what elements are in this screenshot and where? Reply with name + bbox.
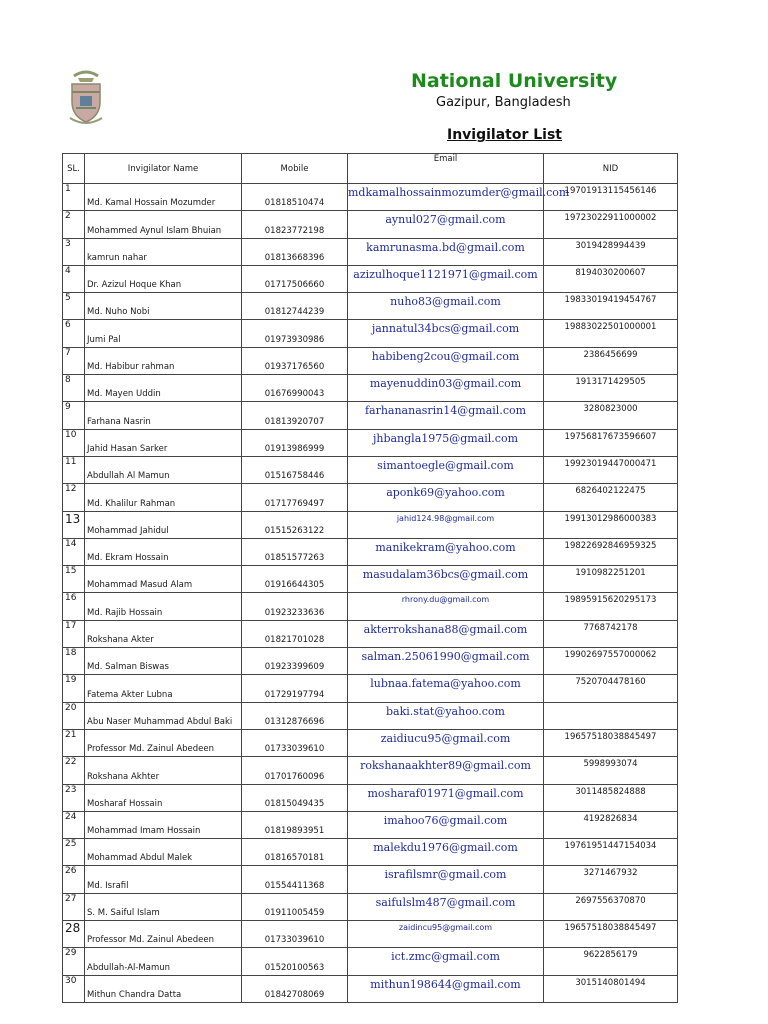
row-email[interactable]: rokshanaakhter89@gmail.com [348, 757, 544, 784]
row-sl: 11 [63, 456, 85, 483]
row-sl: 14 [63, 538, 85, 565]
row-nid: 4192826834 [544, 811, 678, 838]
row-email[interactable]: lubnaa.fatema@yahoo.com [348, 675, 544, 702]
row-sl: 21 [63, 729, 85, 756]
header-nid: NID [544, 154, 678, 184]
header-sl: SL. [63, 154, 85, 184]
row-name: Mohammed Aynul Islam Bhuian [85, 211, 242, 238]
table-row [63, 320, 678, 347]
row-sl: 12 [63, 484, 85, 511]
row-nid: 19833019419454767 [544, 293, 678, 320]
row-email[interactable]: mayenuddin03@gmail.com [348, 375, 544, 402]
row-email[interactable]: mithun198644@gmail.com [348, 975, 544, 1002]
row-nid: 1913171429505 [544, 375, 678, 402]
row-email[interactable]: farhananasrin14@gmail.com [348, 402, 544, 429]
row-email[interactable]: baki.stat@yahoo.com [348, 702, 544, 729]
row-email[interactable]: manikekram@yahoo.com [348, 538, 544, 565]
header-name: Invigilator Name [85, 154, 242, 184]
row-nid: 19913012986000383 [544, 511, 678, 538]
row-name: Jahid Hasan Sarker [85, 429, 242, 456]
row-mobile: 01717769497 [242, 484, 348, 511]
row-mobile: 01812744239 [242, 293, 348, 320]
table-row [63, 784, 678, 811]
row-mobile: 01676990043 [242, 375, 348, 402]
row-name: Rokshana Akter [85, 620, 242, 647]
row-email[interactable]: masudalam36bcs@gmail.com [348, 566, 544, 593]
table-row [63, 702, 678, 729]
table-row [63, 839, 678, 866]
row-nid: 19883022501000001 [544, 320, 678, 347]
table-row [63, 184, 678, 211]
row-name: Abdullah Al Mamun [85, 456, 242, 483]
row-mobile: 01815049435 [242, 784, 348, 811]
row-name: Dr. Azizul Hoque Khan [85, 265, 242, 292]
row-sl: 2 [63, 211, 85, 238]
row-nid: 7768742178 [544, 620, 678, 647]
row-name: Rokshana Akhter [85, 757, 242, 784]
table-row [63, 511, 678, 538]
row-name: Abdullah-Al-Mamun [85, 948, 242, 975]
row-email[interactable]: salman.25061990@gmail.com [348, 648, 544, 675]
row-email[interactable]: aynul027@gmail.com [348, 211, 544, 238]
row-mobile: 01937176560 [242, 347, 348, 374]
table-row [63, 566, 678, 593]
row-mobile: 01923399609 [242, 648, 348, 675]
row-name: Md. Habibur rahman [85, 347, 242, 374]
row-mobile: 01916644305 [242, 566, 348, 593]
table-row [63, 757, 678, 784]
row-email[interactable]: kamrunasma.bd@gmail.com [348, 238, 544, 265]
row-sl: 4 [63, 265, 85, 292]
row-nid: 2697556370870 [544, 893, 678, 920]
row-sl: 22 [63, 757, 85, 784]
row-mobile: 01717506660 [242, 265, 348, 292]
row-name: Mithun Chandra Datta [85, 975, 242, 1002]
row-sl: 16 [63, 593, 85, 620]
row-name: Md. Israfil [85, 866, 242, 893]
row-name: Md. Nuho Nobi [85, 293, 242, 320]
row-email[interactable]: akterrokshana88@gmail.com [348, 620, 544, 647]
table-row [63, 429, 678, 456]
row-mobile: 01813920707 [242, 402, 348, 429]
row-sl: 7 [63, 347, 85, 374]
row-email[interactable]: jahid124.98@gmail.com [348, 511, 544, 538]
document-title: Invigilator List [447, 127, 563, 143]
row-sl: 17 [63, 620, 85, 647]
row-nid: 3280823000 [544, 402, 678, 429]
row-name: Farhana Nasrin [85, 402, 242, 429]
row-sl: 8 [63, 375, 85, 402]
row-mobile: 01923233636 [242, 593, 348, 620]
row-name: Md. Kamal Hossain Mozumder [85, 184, 242, 211]
row-nid: 19657518038845497 [544, 729, 678, 756]
table-row [63, 648, 678, 675]
row-sl: 27 [63, 893, 85, 920]
row-nid: 19923019447000471 [544, 456, 678, 483]
university-logo [66, 68, 106, 126]
table-row [63, 811, 678, 838]
row-mobile: 01819893951 [242, 811, 348, 838]
row-name: Md. Ekram Hossain [85, 538, 242, 565]
row-email[interactable]: malekdu1976@gmail.com [348, 839, 544, 866]
row-sl: 9 [63, 402, 85, 429]
row-nid: 1910982251201 [544, 566, 678, 593]
row-nid: 3271467932 [544, 866, 678, 893]
row-sl: 23 [63, 784, 85, 811]
table-header-row [63, 154, 678, 184]
invigilator-table [62, 153, 678, 1003]
row-nid: 3015140801494 [544, 975, 678, 1002]
row-mobile: 01733039610 [242, 729, 348, 756]
row-nid: 19756817673596607 [544, 429, 678, 456]
row-name: Mohammad Masud Alam [85, 566, 242, 593]
row-sl: 18 [63, 648, 85, 675]
row-email[interactable]: israfilsmr@gmail.com [348, 866, 544, 893]
row-email[interactable]: ict.zmc@gmail.com [348, 948, 544, 975]
row-sl: 25 [63, 839, 85, 866]
row-email[interactable]: jhbangla1975@gmail.com [348, 429, 544, 456]
row-mobile: 01913986999 [242, 429, 348, 456]
row-email[interactable]: aponk69@yahoo.com [348, 484, 544, 511]
row-sl: 26 [63, 866, 85, 893]
table-row [63, 893, 678, 920]
row-name: Professor Md. Zainul Abedeen [85, 921, 242, 948]
row-sl: 13 [63, 511, 85, 538]
table-row [63, 538, 678, 565]
row-sl: 1 [63, 184, 85, 211]
row-nid: 9622856179 [544, 948, 678, 975]
row-email[interactable]: azizulhoque1121971@gmail.com [348, 265, 544, 292]
header-mobile: Mobile [242, 154, 348, 184]
university-name: National University [411, 70, 618, 92]
row-name: S. M. Saiful Islam [85, 893, 242, 920]
row-name: Md. Rajib Hossain [85, 593, 242, 620]
table-row [63, 948, 678, 975]
table-row [63, 375, 678, 402]
row-mobile: 01554411368 [242, 866, 348, 893]
row-mobile: 01733039610 [242, 921, 348, 948]
university-location: Gazipur, Bangladesh [436, 95, 571, 110]
row-email[interactable]: jannatul34bcs@gmail.com [348, 320, 544, 347]
row-sl: 6 [63, 320, 85, 347]
row-nid: 3019428994439 [544, 238, 678, 265]
row-name: Professor Md. Zainul Abedeen [85, 729, 242, 756]
row-nid: 19657518038845497 [544, 921, 678, 948]
row-mobile: 01816570181 [242, 839, 348, 866]
row-nid: 8194030200607 [544, 265, 678, 292]
row-name: kamrun nahar [85, 238, 242, 265]
row-email[interactable]: zaidiucu95@gmail.com [348, 729, 544, 756]
row-email[interactable]: zaidincu95@gmail.com [348, 921, 544, 948]
table-row [63, 347, 678, 374]
row-nid: 19822692846959325 [544, 538, 678, 565]
table-row [63, 675, 678, 702]
row-sl: 28 [63, 921, 85, 948]
row-mobile: 01520100563 [242, 948, 348, 975]
table-row [63, 211, 678, 238]
table-row [63, 238, 678, 265]
row-sl: 3 [63, 238, 85, 265]
row-mobile: 01911005459 [242, 893, 348, 920]
row-name: Mohammad Imam Hossain [85, 811, 242, 838]
row-nid: 5998993074 [544, 757, 678, 784]
row-mobile: 01821701028 [242, 620, 348, 647]
row-nid [544, 702, 678, 729]
table-row [63, 484, 678, 511]
table-row [63, 293, 678, 320]
row-sl: 24 [63, 811, 85, 838]
row-name: Mosharaf Hossain [85, 784, 242, 811]
row-name: Fatema Akter Lubna [85, 675, 242, 702]
row-name: Md. Khalilur Rahman [85, 484, 242, 511]
table-row [63, 729, 678, 756]
row-name: Md. Mayen Uddin [85, 375, 242, 402]
table-row [63, 456, 678, 483]
table-row [63, 975, 678, 1002]
row-nid: 19723022911000002 [544, 211, 678, 238]
row-name: Jumi Pal [85, 320, 242, 347]
row-mobile: 01973930986 [242, 320, 348, 347]
row-mobile: 01516758446 [242, 456, 348, 483]
row-nid: 6826402122475 [544, 484, 678, 511]
row-mobile: 01312876696 [242, 702, 348, 729]
row-mobile: 01842708069 [242, 975, 348, 1002]
row-mobile: 01701760096 [242, 757, 348, 784]
row-email[interactable]: saifulslm487@gmail.com [348, 893, 544, 920]
row-nid: 19895915620295173 [544, 593, 678, 620]
row-sl: 10 [63, 429, 85, 456]
row-sl: 29 [63, 948, 85, 975]
table-row [63, 866, 678, 893]
row-nid: 2386456699 [544, 347, 678, 374]
row-email[interactable]: simantoegle@gmail.com [348, 456, 544, 483]
table-row [63, 620, 678, 647]
header-email: Email [348, 154, 544, 184]
row-sl: 19 [63, 675, 85, 702]
row-nid: 19902697557000062 [544, 648, 678, 675]
row-sl: 5 [63, 293, 85, 320]
row-mobile: 01729197794 [242, 675, 348, 702]
table-row [63, 593, 678, 620]
row-email[interactable]: rhrony.du@gmail.com [348, 593, 544, 620]
row-mobile: 01818510474 [242, 184, 348, 211]
row-nid: 19701913115456146 [544, 184, 678, 211]
row-mobile: 01813668396 [242, 238, 348, 265]
row-sl: 15 [63, 566, 85, 593]
row-sl: 20 [63, 702, 85, 729]
row-sl: 30 [63, 975, 85, 1002]
row-name: Mohammad Jahidul [85, 511, 242, 538]
row-nid: 3011485824888 [544, 784, 678, 811]
row-mobile: 01515263122 [242, 511, 348, 538]
row-mobile: 01823772198 [242, 211, 348, 238]
row-email[interactable]: mdkamalhossainmozumder@gmail.com [348, 184, 544, 211]
row-name: Md. Salman Biswas [85, 648, 242, 675]
row-mobile: 01851577263 [242, 538, 348, 565]
row-nid: 19761951447154034 [544, 839, 678, 866]
row-email[interactable]: habibeng2cou@gmail.com [348, 347, 544, 374]
table-row [63, 402, 678, 429]
table-row [63, 265, 678, 292]
row-nid: 7520704478160 [544, 675, 678, 702]
row-email[interactable]: nuho83@gmail.com [348, 293, 544, 320]
row-name: Mohammad Abdul Malek [85, 839, 242, 866]
row-email[interactable]: mosharaf01971@gmail.com [348, 784, 544, 811]
row-name: Abu Naser Muhammad Abdul Baki [85, 702, 242, 729]
row-email[interactable]: imahoo76@gmail.com [348, 811, 544, 838]
table-row [63, 921, 678, 948]
